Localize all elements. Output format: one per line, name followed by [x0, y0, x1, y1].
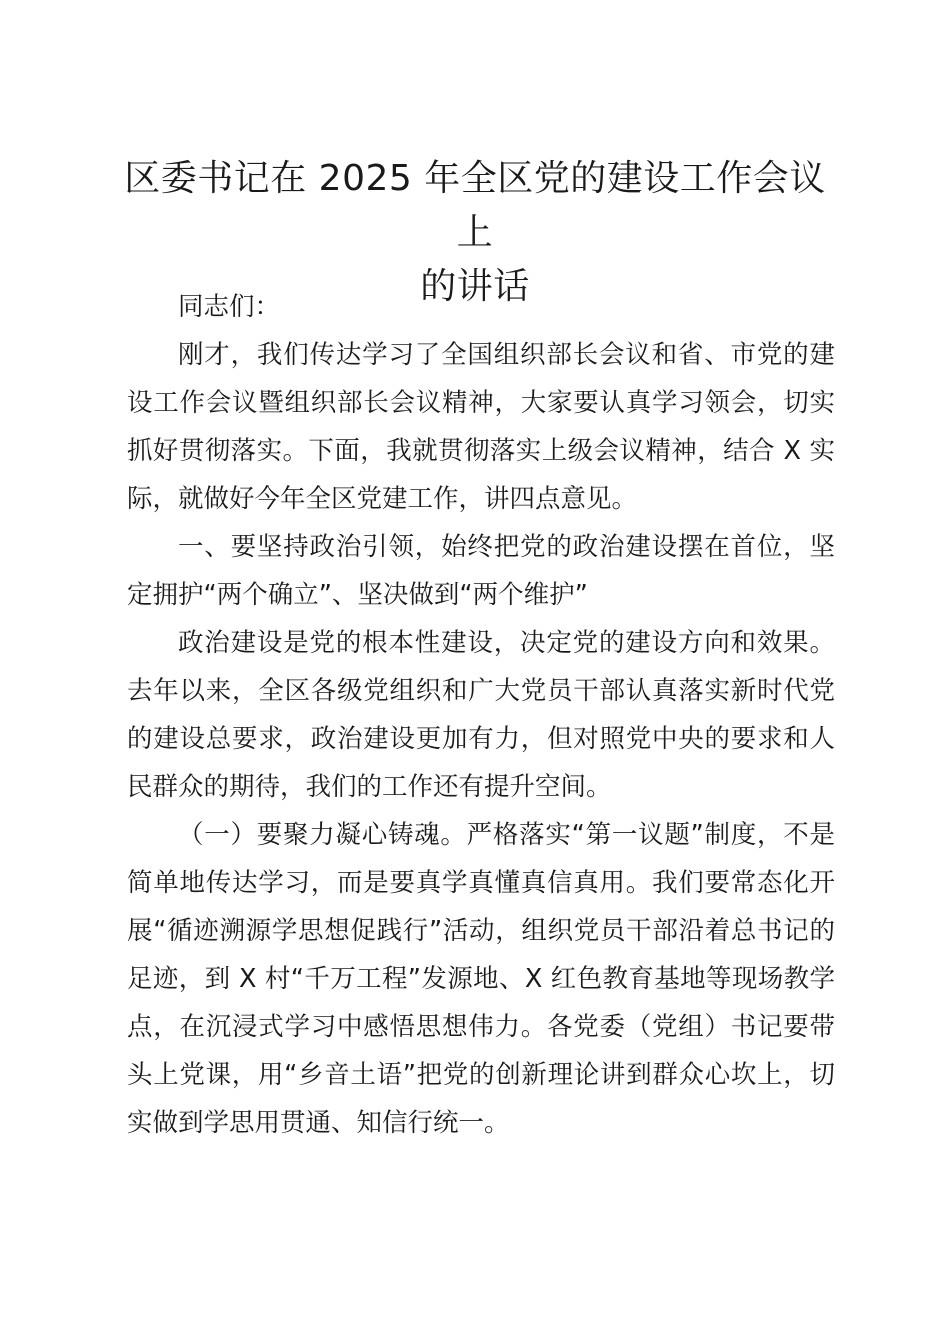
salutation: 同志们：	[178, 292, 281, 322]
subsection-paragraph-1: （一）要聚力凝心铸魂。严格落实“第一议题”制度，不是简单地传达学习，而是要真学真懂真信真用。我们要常态化开展“循迹溯源学思想促践行”活动，组织党员干部沿着总书记的足迹，到 X 村“千万工程”发源地、X 红色教育基地等现场教学点，在沉浸式学习中感悟思想伟力。各党委（党组）书记要带头上党课，用“乡音土语”把党的创新理论讲到群众心坎上，切实做到学思用贯通、知信行统一。	[127, 820, 835, 1138]
document-body	[127, 283, 835, 1147]
title-line-1: 区委书记在 2025 年全区党的建设工作会议上	[124, 158, 826, 253]
intro-paragraph: 刚才，我们传达学习了全国组织部长会议和省、市党的建设工作会议暨组织部长会议精神，大家要认真学习领会，切实抓好贯彻落实。下面，我就贯彻落实上级会议精神，结合 X 实际，就做好今年全区党建工作，讲四点意见。	[127, 340, 835, 514]
body-paragraph: 政治建设是党的根本性建设，决定党的建设方向和效果。去年以来，全区各级党组织和广大党员干部认真落实新时代党的建设总要求，政治建设更加有力，但对照党中央的要求和人民群众的期待，我们的工作还有提升空间。	[127, 628, 835, 802]
title-line-2: 的讲话	[420, 266, 530, 307]
section-heading-1: 一、要坚持政治引领，始终把党的政治建设摆在首位，坚定拥护“两个确立”、坚决做到“两个维护”	[127, 532, 835, 610]
